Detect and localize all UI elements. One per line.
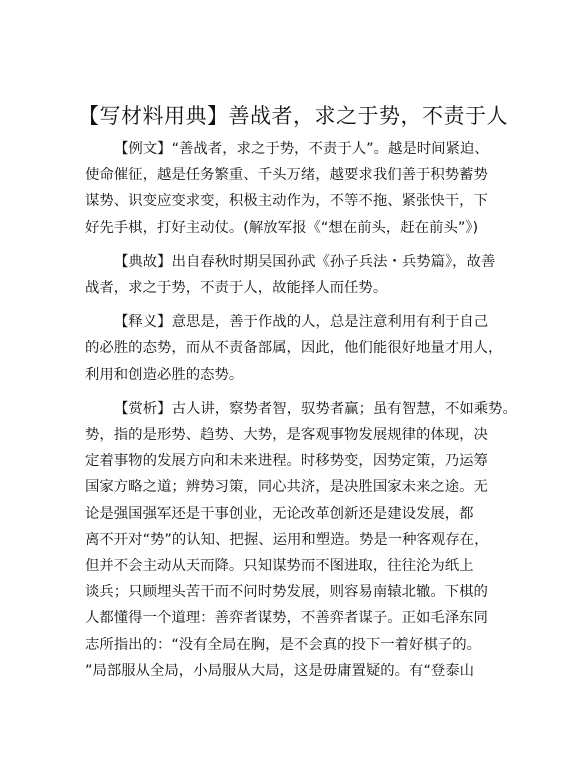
interpretation-paragraph	[85, 309, 517, 388]
text-line: 定着事物的发展方向和未来进程。时移势变，因势定策，乃运筹	[85, 453, 488, 470]
allusion-paragraph	[85, 249, 517, 301]
text-line: 【赏析】古人讲，察势者智，驭势者赢；虽有智慧，不如乘势。	[114, 400, 517, 417]
text-line: 的必胜的态势，而从不责备部属，因此，他们能很好地量才用人，	[85, 340, 503, 357]
text-line: 谈兵；只顾埋头苦干而不问时势发展，则容易南辕北辙。下棋的	[85, 584, 488, 601]
text-line: ”局部服从全局，小局服从大局，这是毋庸置疑的。有“登泰山	[85, 662, 475, 679]
text-line: 【例文】“善战者，求之于势，不责于人”。越是时间紧迫、	[114, 141, 489, 157]
text-line: 但并不会主动从天而降。只知谋势而不图进取，往往沦为纸上	[85, 558, 474, 575]
text-line: 志所指出的：“没有全局在胸，是不会真的投下一着好棋子的。	[85, 636, 482, 653]
text-line: 离不开对“势”的认知、把握、运用和塑造。势是一种客观存在，	[85, 531, 489, 548]
text-line: 利用和创造必胜的态势。	[85, 366, 244, 383]
appreciation-paragraph	[85, 396, 517, 684]
document-body	[85, 136, 517, 692]
text-line: 使命催征，越是任务繁重、千头万绪，越要求我们善于积势蓄势	[85, 167, 488, 184]
text-line: 战者，求之于势，不责于人，故能择人而任势。	[85, 280, 388, 297]
text-line: 谋势、识变应变求变，积极主动作为，不等不拖、紧张快干，下	[85, 193, 488, 210]
text-line: 势，指的是形势、趋势、大势，是客观事物发展规律的体现，决	[85, 427, 488, 444]
text-line: 好先手棋，打好主动仗。(解放军报《“想在前头，赶在前头”》)	[85, 219, 479, 236]
text-line: 【典故】出自春秋时期吴国孙武《孙子兵法・兵势篇》，故善	[114, 253, 496, 270]
text-line: 人都懂得一个道理：善弈者谋势，不善弈者谋子。正如毛泽东同	[85, 610, 488, 627]
text-line: 国家方略之道；辨势习策，同心共济，是决胜国家未来之途。无	[85, 479, 488, 496]
text-line: 论是强国强军还是干事创业，无论改革创新还是建设发展，都	[85, 505, 474, 522]
text-line: 【释义】意思是，善于作战的人，总是注意利用有利于自己	[114, 314, 489, 331]
example-paragraph	[85, 136, 517, 241]
page-title: 【写材料用典】善战者，求之于势，不责于人	[78, 104, 508, 128]
